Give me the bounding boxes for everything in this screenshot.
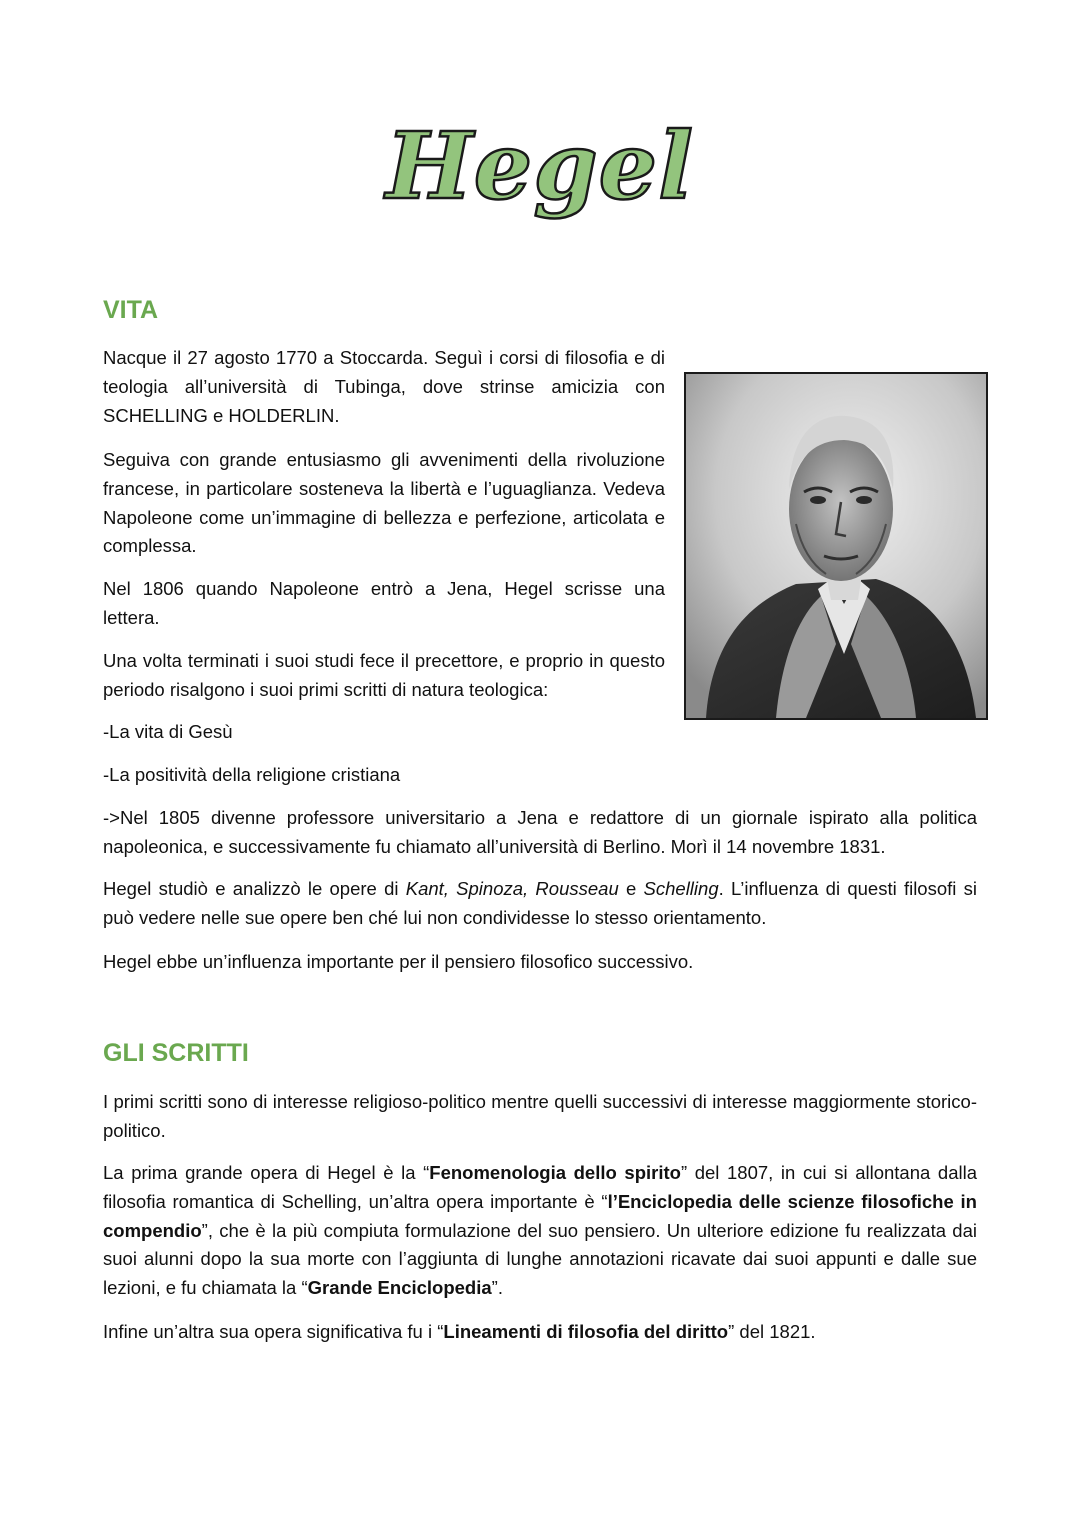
vita-paragraph-1: Nacque il 27 agosto 1770 a Stoccarda. Seguì i corsi di filosofia e di teologia all’università di Tubinga, dove strinse amicizia con SCHELLING e HOLDERLIN. — [103, 347, 665, 426]
section-heading-scritti: GLI SCRITTI — [103, 1039, 249, 1067]
scritti-paragraph-3: Infine un’altra sua opera significativa fu i “Lineamenti di filosofia del diritto” del 1821. — [103, 1321, 816, 1342]
page-title: Hegel — [385, 112, 695, 220]
vita-paragraph-5: ->Nel 1805 divenne professore universitario a Jena e redattore di un giornale ispirato alla politica napoleonica, e successivamente fu chiamato all’università di Berlino. Morì il 14 novembre 1831. — [103, 807, 977, 857]
vita-paragraph-3: Nel 1806 quando Napoleone entrò a Jena, Hegel scrisse una lettera. — [103, 578, 665, 628]
portrait-icon — [686, 374, 986, 718]
section-heading-vita: VITA — [103, 296, 159, 324]
vita-paragraph-7: Hegel ebbe un’influenza importante per il pensiero filosofico successivo. — [103, 951, 694, 972]
hegel-portrait — [684, 372, 988, 720]
vita-list-item-2: -La positività della religione cristiana — [103, 764, 401, 785]
scritti-paragraph-1: I primi scritti sono di interesse religioso-politico mentre quelli successivi di interesse maggiormente storico-politico. — [103, 1091, 977, 1141]
vita-list-item-1: -La vita di Gesù — [103, 721, 233, 742]
vita-paragraph-6: Hegel studiò e analizzò le opere di Kant, Spinoza, Rousseau e Schelling. L’influenza di questi filosofi si può vedere nelle sue opere ben ché lui non condividesse lo stesso orientamento. — [103, 878, 977, 928]
vita-paragraph-2: Seguiva con grande entusiasmo gli avvenimenti della rivoluzione francese, in particolare sosteneva la libertà e l’uguaglianza. Vedeva Napoleone come un’immagine di bellezza e perfezione, articolata e complessa. — [103, 449, 665, 557]
scritti-paragraph-2: La prima grande opera di Hegel è la “Fenomenologia dello spirito” del 1807, in cui si allontana dalla filosofia romantica di Schelling, un’altra opera importante è “l’Enciclopedia delle scienze filosofiche in compendio”, che è la più compiuta formulazione del suo pensiero. Un ulteriore edizione fu realizzata dai suoi alunni dopo la sua morte con l’aggiunta di lunghe annotazioni ricavate dai suoi appunti e dalle sue lezioni, e fu chiamata la “Grande Enciclopedia”. — [103, 1162, 977, 1299]
vita-paragraph-4: Una volta terminati i suoi studi fece il precettore, e proprio in questo periodo risalgono i suoi primi scritti di natura teologica: — [103, 650, 665, 700]
